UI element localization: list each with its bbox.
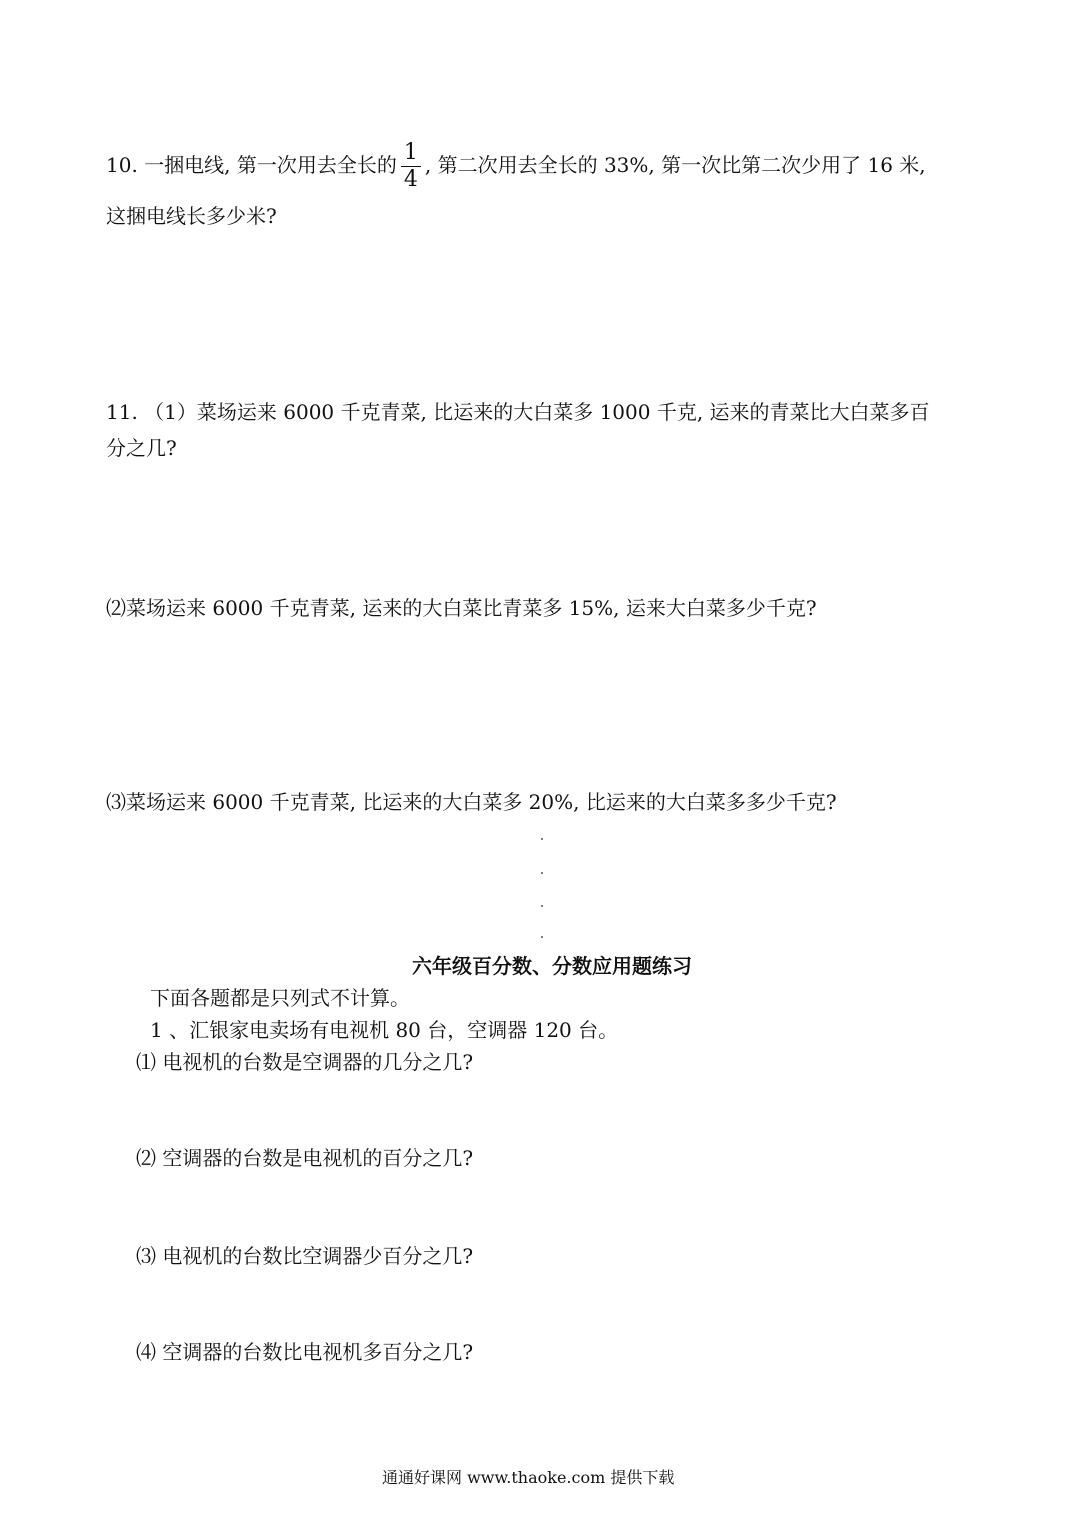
q11-part1-line2: 分之几? <box>106 436 177 460</box>
fraction-denominator: 4 <box>403 167 418 192</box>
page-footer: 通通好课网 www.thaoke.com 提供下载 <box>382 1468 675 1487</box>
q10-line1 <box>106 140 926 193</box>
sub-question-2: ⑵ 空调器的台数是电视机的百分之几? <box>136 1146 474 1170</box>
q11-part2: ⑵菜场运来 6000 千克青菜, 运来的大白菜比青菜多 15%, 运来大白菜多少千克? <box>106 596 817 620</box>
q11-part3: ⑶菜场运来 6000 千克青菜, 比运来的大白菜多 20%, 比运来的大白菜多多少千克? <box>106 790 837 814</box>
sub-question-4: ⑷ 空调器的台数比电视机多百分之几? <box>136 1340 474 1364</box>
scan-dot <box>541 905 543 907</box>
sub-question-3: ⑶ 电视机的台数比空调器少百分之几? <box>136 1244 474 1268</box>
section-instruction: 下面各题都是只列式不计算。 <box>150 986 410 1010</box>
section-title: 六年级百分数、分数应用题练习 <box>412 954 692 978</box>
q10-line2: 这捆电线长多少米? <box>106 204 277 228</box>
q10-text-after: , 第二次用去全长的 33%, 第一次比第二次少用了 16 米, <box>424 153 926 177</box>
scan-dot <box>541 936 543 938</box>
sub-question-1: ⑴ 电视机的台数是空调器的几分之几? <box>136 1050 474 1074</box>
scan-dot <box>541 838 543 840</box>
q1-intro: 1 、汇银家电卖场有电视机 80 台，空调器 120 台。 <box>150 1018 619 1042</box>
scan-dot <box>541 872 543 874</box>
q11-part1-line1: 11. （1）菜场运来 6000 千克青菜, 比运来的大白菜多 1000 千克, 运来的青菜比大白菜多百 <box>106 400 930 424</box>
fraction-numerator: 1 <box>401 140 421 167</box>
q10-fraction <box>401 140 421 193</box>
q10-text-before: 10. 一捆电线, 第一次用去全长的 <box>106 153 397 177</box>
